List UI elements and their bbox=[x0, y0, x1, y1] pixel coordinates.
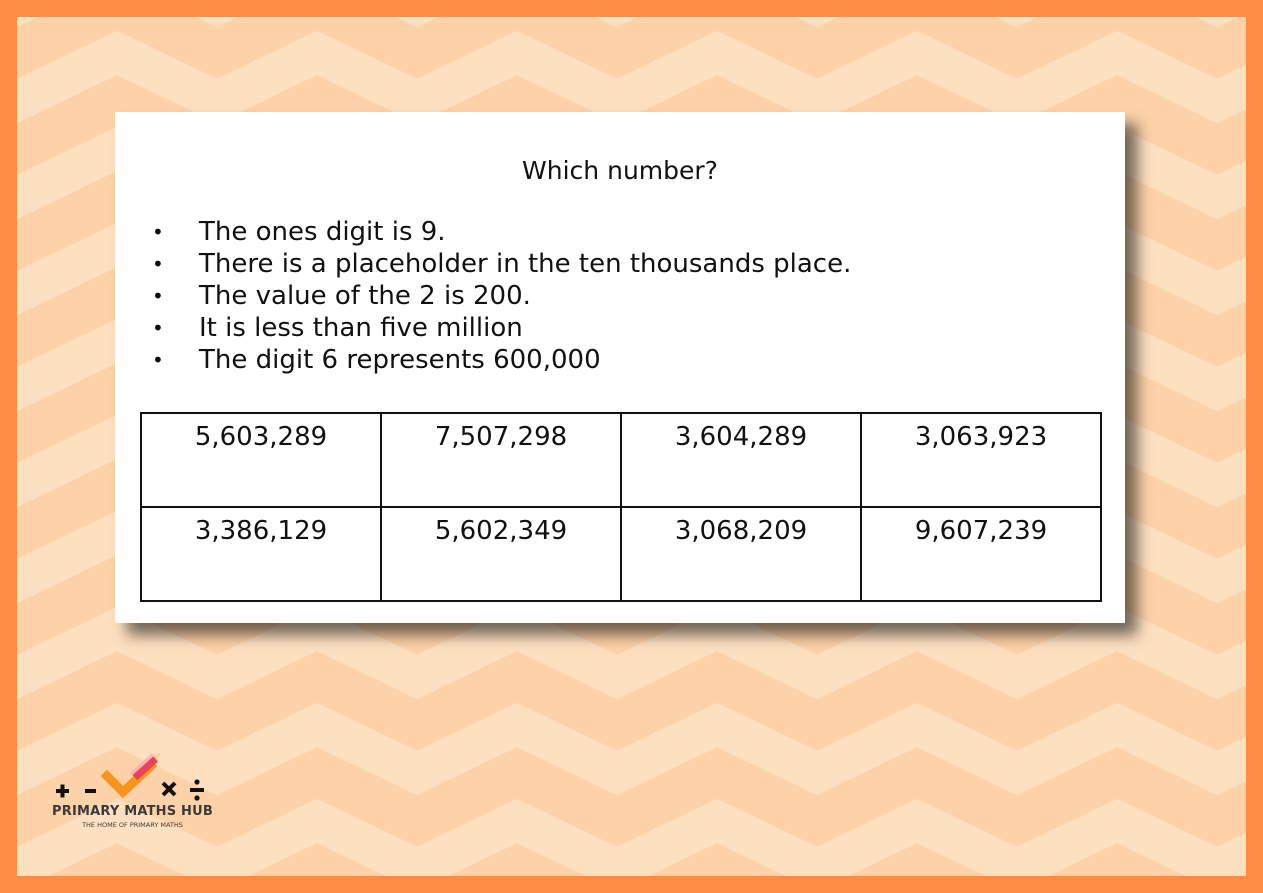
clue-item bbox=[149, 248, 851, 280]
answer-option[interactable]: 3,068,209 bbox=[621, 507, 861, 601]
table-row bbox=[141, 507, 1101, 601]
bullet-icon: • bbox=[152, 348, 164, 372]
chevron-stripe bbox=[17, 629, 1246, 677]
answer-option[interactable]: 3,386,129 bbox=[141, 507, 381, 601]
bullet-icon: • bbox=[152, 284, 164, 308]
question-title: Which number? bbox=[522, 156, 718, 185]
logo-brand-name: PRIMARY MATHS HUB bbox=[52, 804, 213, 819]
primary-maths-hub-logo bbox=[45, 752, 225, 832]
clue-list bbox=[149, 216, 851, 376]
answer-option[interactable]: 7,507,298 bbox=[381, 413, 621, 507]
clue-text: The ones digit is 9. bbox=[199, 217, 446, 247]
logo-tagline: THE HOME OF PRIMARY MATHS bbox=[82, 821, 183, 829]
answer-option[interactable]: 5,602,349 bbox=[381, 507, 621, 601]
answer-option[interactable]: 3,063,923 bbox=[861, 413, 1101, 507]
bullet-icon: • bbox=[152, 316, 164, 340]
clue-item bbox=[149, 312, 851, 344]
clue-item bbox=[149, 280, 851, 312]
plus-minus-check-times-divide-icon bbox=[45, 752, 225, 804]
answer-option[interactable]: 5,603,289 bbox=[141, 413, 381, 507]
table-row bbox=[141, 413, 1101, 507]
clue-text: It is less than five million bbox=[199, 313, 523, 343]
clue-item bbox=[149, 216, 851, 248]
bullet-icon: • bbox=[152, 252, 164, 276]
bullet-icon: • bbox=[152, 220, 164, 244]
answer-options-table bbox=[140, 412, 1102, 602]
answer-option[interactable]: 3,604,289 bbox=[621, 413, 861, 507]
answer-option[interactable]: 9,607,239 bbox=[861, 507, 1101, 601]
chevron-stripe bbox=[17, 53, 1246, 101]
clue-text: The value of the 2 is 200. bbox=[199, 281, 531, 311]
clue-item bbox=[149, 344, 851, 376]
clue-text: The digit 6 represents 600,000 bbox=[199, 345, 601, 375]
clue-text: There is a placeholder in the ten thousands place. bbox=[199, 249, 852, 279]
question-card bbox=[115, 112, 1125, 623]
